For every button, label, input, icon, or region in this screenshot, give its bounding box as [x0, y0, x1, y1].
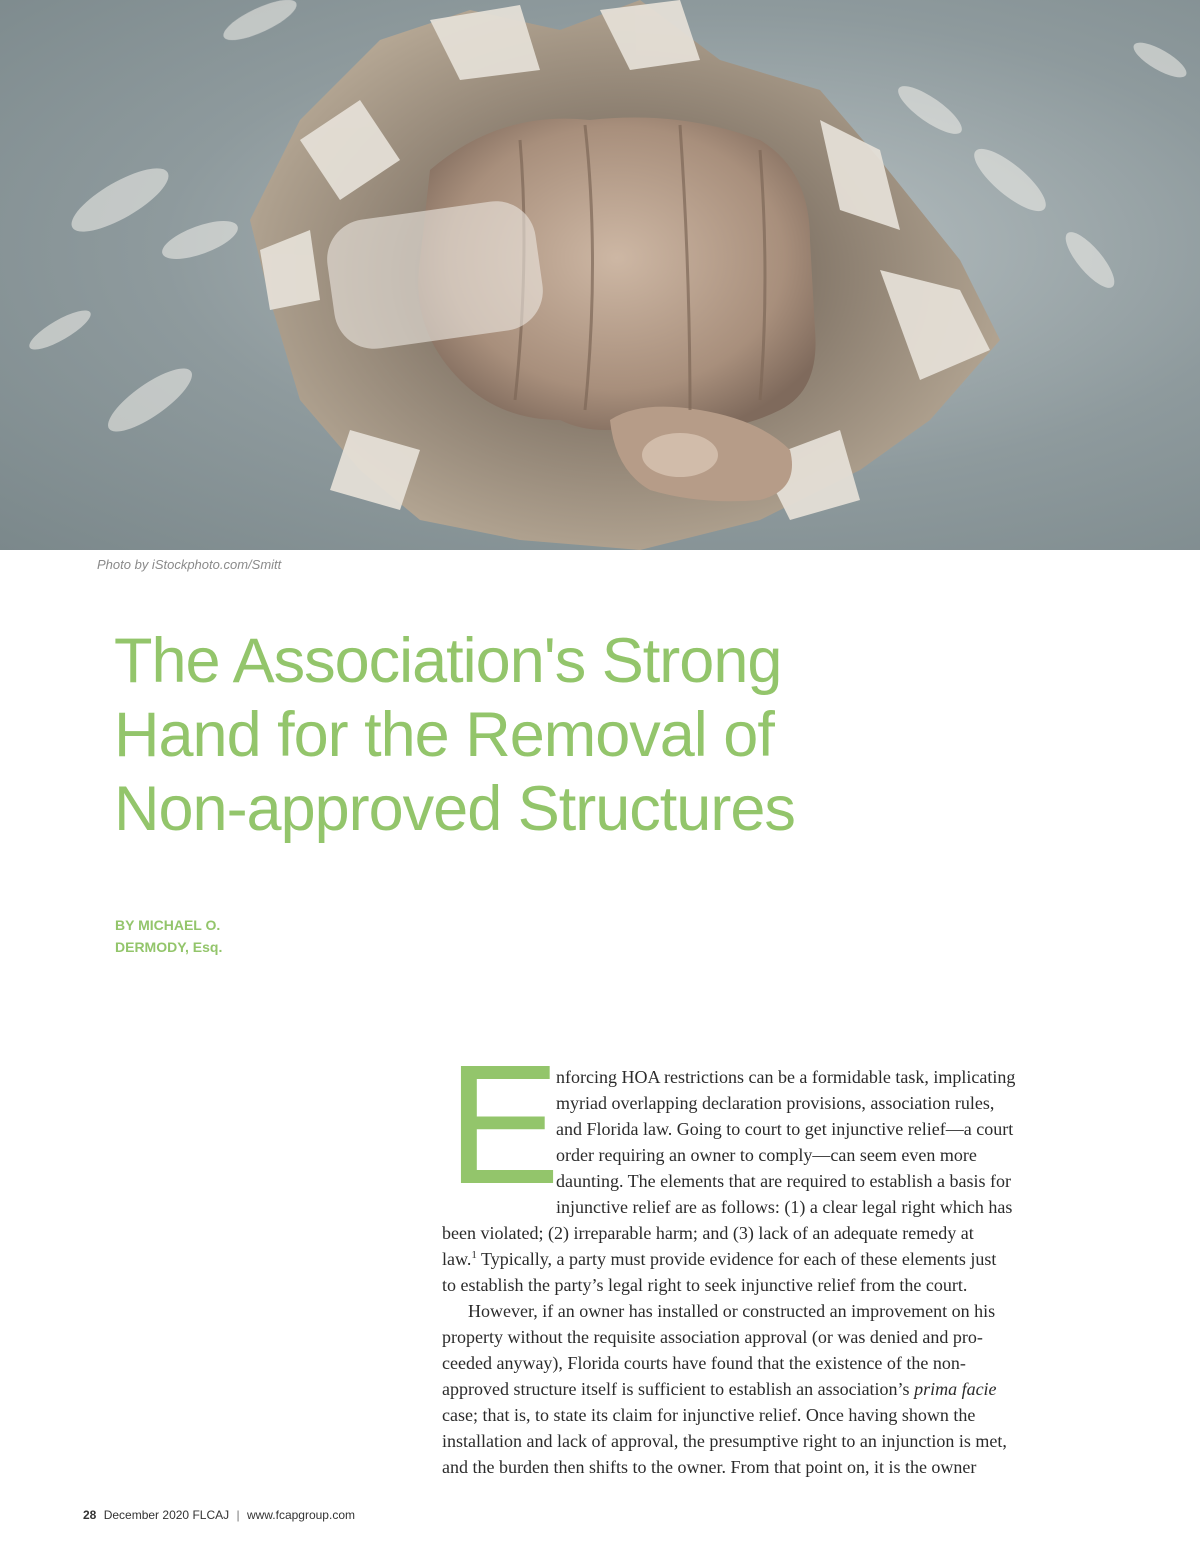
page-footer — [83, 1508, 355, 1522]
byline-line: DERMODY, Esq. — [115, 939, 223, 955]
body-line: myriad overlapping declaration provisions, association rules, — [556, 1093, 995, 1113]
title-line: Hand for the Removal of — [114, 700, 774, 770]
title-line: Non-approved Structures — [114, 774, 795, 844]
byline-line: BY MICHAEL O. — [115, 917, 221, 933]
italic-term: prima facie — [914, 1379, 997, 1399]
body-line: installation and lack of approval, the presumptive right to an injunction is met, — [442, 1431, 1007, 1451]
title-line: The Association's Strong — [114, 626, 782, 696]
fist-through-wall-illustration — [0, 0, 1200, 550]
hero-photo — [0, 0, 1200, 550]
body-line: ceeded anyway), Florida courts have found that the existence of the non- — [442, 1353, 966, 1373]
issue-date: December 2020 — [103, 1508, 190, 1522]
page-number: 28 — [83, 1508, 97, 1522]
body-line: nforcing HOA restrictions can be a formidable task, implicating — [556, 1067, 1016, 1087]
body-line: and the burden then shifts to the owner. From that point on, it is the owner — [442, 1457, 977, 1477]
body-line: and Florida law. Going to court to get injunctive relief—a court — [556, 1119, 1014, 1139]
body-text: Typically, a party must provide evidence for each of these elements just — [476, 1249, 997, 1269]
body-text: law. — [442, 1249, 472, 1269]
body-line: been violated; (2) irreparable harm; and (3) lack of an adequate remedy at — [442, 1223, 974, 1243]
footnote-reference[interactable]: 1 — [471, 1249, 477, 1261]
body-line: injunctive relief are as follows: (1) a clear legal right which has — [556, 1197, 1013, 1217]
footer-separator: | — [236, 1508, 240, 1522]
body-line — [442, 1376, 1122, 1402]
body-line — [442, 1246, 1122, 1272]
photo-credit: Photo by iStockphoto.com/Smitt — [97, 557, 282, 572]
article-body — [442, 1064, 1122, 1480]
body-line: However, if an owner has installed or constructed an improvement on his — [468, 1301, 996, 1321]
body-line: case; that is, to state its claim for injunctive relief. Once having shown the — [442, 1405, 976, 1425]
author-byline — [115, 914, 222, 958]
body-text: approved structure itself is sufficient to establish an association’s — [442, 1379, 915, 1399]
body-line: to establish the party’s legal right to seek injunctive relief from the court. — [442, 1275, 968, 1295]
article-title — [114, 624, 1014, 846]
publication-name: FLCAJ — [192, 1508, 230, 1522]
body-line: property without the requisite association approval (or was denied and pro- — [442, 1327, 983, 1347]
website-link[interactable]: www.fcapgroup.com — [246, 1508, 355, 1522]
body-line: order requiring an owner to comply—can seem even more — [556, 1145, 977, 1165]
drop-cap: E — [447, 1030, 561, 1220]
body-line: daunting. The elements that are required to establish a basis for — [556, 1171, 1012, 1191]
